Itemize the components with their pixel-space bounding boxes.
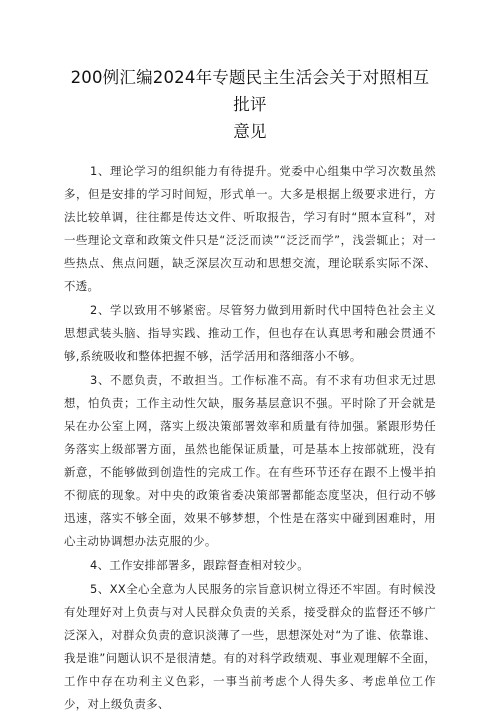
- paragraph-4: 4、工作安排部署多，跟踪督查相对较少。: [90, 558, 309, 572]
- paragraph-2: 2、学以致用不够紧密。尽管努力做到用新时代中国特色社会主义思想武装头脑、指导实践、推动工作，但也存在认真思考和融会贯通不够,系统吸收和整体把握不够，活学活用和落细落小不够。: [64, 303, 436, 363]
- document-title: [64, 64, 436, 145]
- document-body: [64, 160, 436, 716]
- title-line-1: 200例汇编2024年专题民主生活会关于对照相互批评: [70, 68, 430, 114]
- title-line-2: 意见: [233, 122, 267, 141]
- paragraph-3: 3、不愿负责，不敢担当。工作标准不高。有不求有功但求无过思想，怕负责；工作主动性欠缺，服务基层意识不强。平时除了开会就是呆在办公室上网，落实上级决策部署效率和质量有待加强。紧跟形势任务落实上级部署方面，虽然也能保证质量，可是基本上按部就班，没有新意，不能够做到创造性的完成工作。在有些环节还存在跟不上慢半拍不彻底的现象。对中央的政策省委决策部署都能态度坚决，但行动不够迅速，落实不够全面，效果不够梦想，个性是在落实中碰到困难时，用心主动协调想办法克服的少。: [64, 373, 436, 548]
- paragraph-5: 5、XX全心全意为人民服务的宗旨意识树立得还不牢固。有时候没有处理好对上负责与对人民群众负责的关系，接受群众的监督还不够广泛深入，对群众负责的意识淡薄了一些，思想深处对“为了谁、依靠谁、我是谁”问题认识不是很清楚。有的对科学政绩观、事业观理解不全面，工作中存在功利主义色彩，一事当前考虑个人得失多、考虑单位工作少，对上级负责多、: [64, 582, 436, 711]
- paragraph-1: 1、理论学习的组织能力有待提升。党委中心组集中学习次数虽然多，但是安排的学习时间短，形式单一。大多是根据上级要求进行，方法比较单调，往往都是传达文件、听取报告，学习有时“照本宣科”，对一些理论文章和政策文件只是“泛泛而读”“泛泛而学”，浅尝辄止；对一些热点、焦点问题，缺乏深层次互动和思想交流，理论联系实际不深、不透。: [64, 164, 436, 293]
